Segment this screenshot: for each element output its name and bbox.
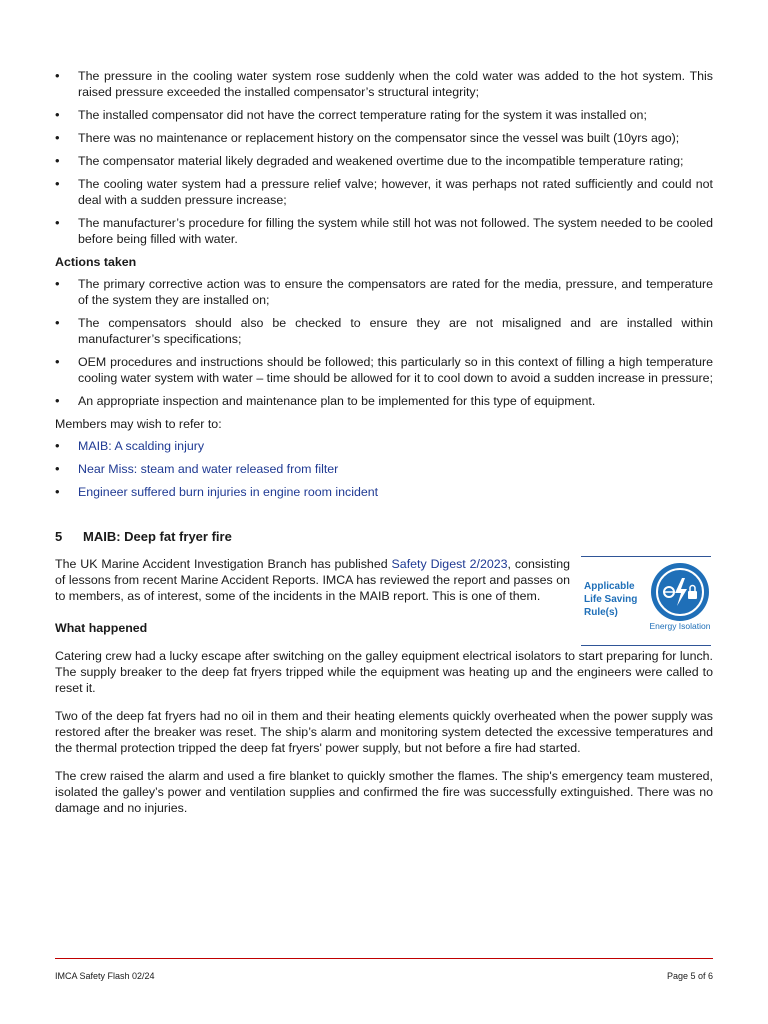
link-near-miss-steam-filter[interactable]: Near Miss: steam and water released from filter [78, 462, 339, 476]
section-title [55, 529, 713, 545]
list-item: • The compensator material likely degraded and weakened overtime due to the incompatible temperature rating; [55, 153, 713, 169]
footer-title: IMCA Safety Flash 02/24 [55, 971, 155, 981]
energy-isolation-icon [650, 562, 710, 622]
intro-text-start: The UK Marine Accident Investigation Branch has published [55, 557, 392, 571]
document-page [55, 68, 713, 822]
list-item: • OEM procedures and instructions should be followed; this particularly so in this context of filling a high temperature cooling water system with water – time should be allowed for it to cool down to avoid a sudden increase in pressure; [55, 354, 713, 386]
actions-list [55, 276, 713, 409]
list-item: • The pressure in the cooling water system rose suddenly when the cold water was added to the hot system. This raised pressure exceeded the installed compensator’s structural integrity; [55, 68, 713, 100]
list-item: • The primary corrective action was to ensure the compensators are rated for the media, pressure, and temperature of the system they are installed on; [55, 276, 713, 308]
list-item: • The installed compensator did not have the correct temperature rating for the system it was installed on; [55, 107, 713, 123]
list-item: • There was no maintenance or replacement history on the compensator since the vessel was built (10yrs ago); [55, 130, 713, 146]
list-item: • The manufacturer’s procedure for filling the system while still hot was not followed. The system needed to be cooled before being filled with water. [55, 215, 713, 247]
link-maib-scalding-injury[interactable]: MAIB: A scalding injury [78, 439, 205, 453]
body-paragraph: Catering crew had a lucky escape after switching on the galley equipment electrical isolators to start preparing for lunch. The supply breaker to the deep fat fryers tripped while the equipment was heating up and the engineers were called to reset it. [55, 649, 713, 695]
link-safety-digest[interactable]: Safety Digest 2/2023 [391, 557, 508, 571]
lsr-caption: Energy Isolation [649, 621, 711, 631]
refer-intro: Members may wish to refer to: [55, 417, 222, 431]
reference-links [55, 438, 713, 500]
footer-rule [55, 958, 713, 959]
list-item: • An appropriate inspection and maintenance plan to be implemented for this type of equipment. [55, 393, 713, 409]
section-title-text: MAIB: Deep fat fryer fire [83, 529, 232, 544]
section-number: 5 [55, 529, 63, 544]
body-paragraph: The crew raised the alarm and used a fire blanket to quickly smother the flames. The ship's emergency team mustered, isolated the galley’s power and ventilation supplies and confirmed the fire was successfully extinguished. There was no damage and no injuries. [55, 769, 713, 815]
list-item [55, 484, 713, 500]
list-item [55, 461, 713, 477]
body-paragraph: Two of the deep fat fryers had no oil in them and their heating elements quickly overheated when the power supply was restored after the breaker was reset. The ship’s alarm and monitoring system detected the excessive temperatures and the thermal protection tripped the deep fat fryers' power supply, but not before a fire had started. [55, 709, 713, 755]
page-number: Page 5 of 6 [666, 971, 713, 981]
link-engineer-burn-injuries[interactable]: Engineer suffered burn injuries in engine room incident [78, 485, 379, 499]
causes-list [55, 68, 713, 247]
list-item: • The compensators should also be checked to ensure they are not misaligned and are installed within manufacturer’s specifications; [55, 315, 713, 347]
list-item [55, 438, 713, 454]
intro-paragraph [55, 556, 570, 604]
list-item: • The cooling water system had a pressure relief valve; however, it was perhaps not rated sufficiently and could not deal with a sudden pressure increase; [55, 176, 713, 208]
what-happened-heading: What happened [55, 621, 148, 635]
lsr-label: Applicable Life Saving Rule(s) [584, 581, 638, 618]
intro-text-end: , consisting of lessons from recent Marine Accident Reports. IMCA has reviewed the report and passes on to members, as of interest, some of the incidents in the MAIB report. This is one of them. [55, 557, 571, 603]
life-saving-rules-box [581, 556, 711, 646]
actions-heading: Actions taken [55, 255, 137, 269]
